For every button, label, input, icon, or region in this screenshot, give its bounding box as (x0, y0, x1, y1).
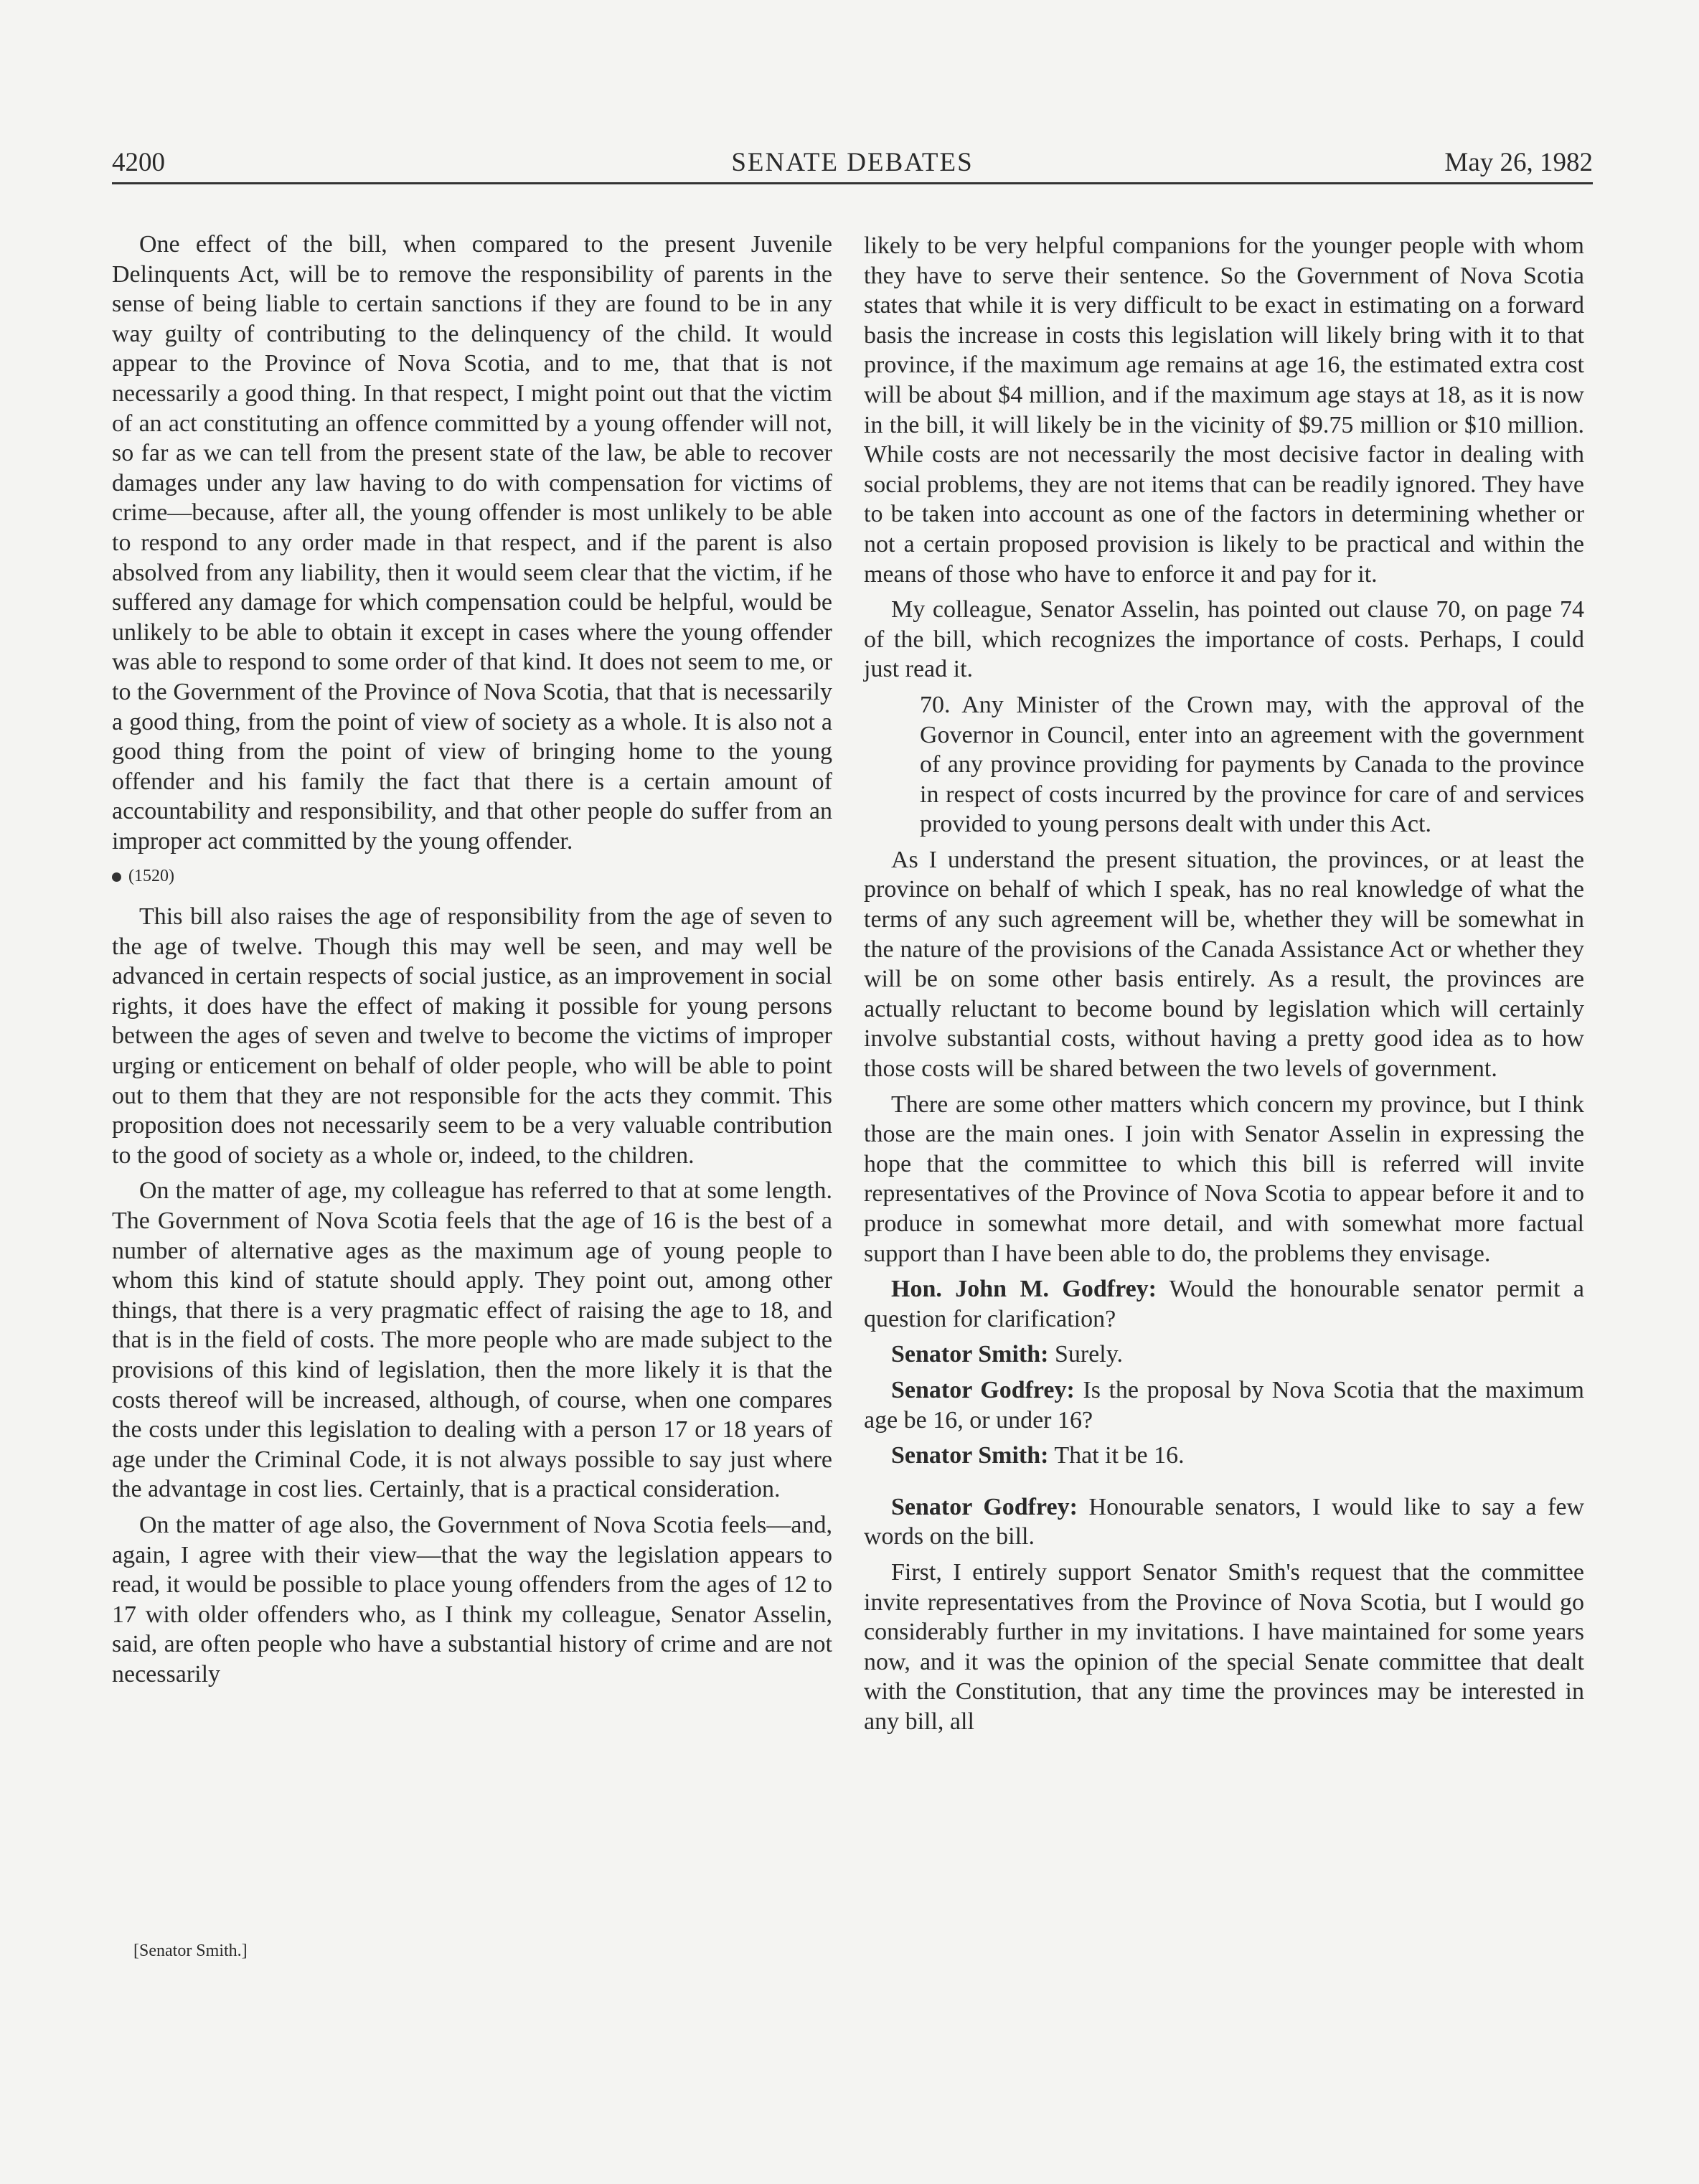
quoted-clause: 70. Any Minister of the Crown may, with the approval of the Governor in Council, enter into an agreement with the government of any province providing for payments by Canada to the province in respect of costs incurred by the province for care of and services provided to young persons dealt with under this Act. (920, 691, 1584, 838)
publication-date: May 26, 1982 (1444, 148, 1593, 177)
left-column (112, 230, 832, 1695)
speaker-name: Senator Godfrey: (891, 1376, 1075, 1403)
time-marker (112, 862, 832, 892)
paragraph: My colleague, Senator Asselin, has pointed out clause 70, on page 74 of the bill, which recognizes the importance of costs. Perhaps, I could just read it. (864, 596, 1584, 683)
speaker-name: Senator Godfrey: (891, 1493, 1078, 1520)
paragraph: On the matter of age, my colleague has referred to that at some length. The Government of Nova Scotia feels that the age of 16 is the best of a number of alternative ages as the maximum age of young people to whom this kind of statute should apply. They point out, among other things, that there is a very pragmatic effect of raising the age to 18, and that is in the field of costs. The more people who are made subject to the provisions of this kind of legislation, then the more likely it is that the costs thereof will be increased, although, of course, when one compares the costs under this legislation to dealing with a person 17 or 18 years of age under the Criminal Code, it is not always possible to say just where the advantage in cost lies. Certainly, that is a practical consideration. (112, 1177, 832, 1503)
speaker-name: Senator Smith: (891, 1341, 1049, 1368)
page-number: 4200 (112, 148, 165, 177)
speaker-name: Hon. John M. Godfrey: (891, 1276, 1157, 1303)
paragraph: One effect of the bill, when compared to the present Juvenile Delinquents Act, will be to remove the responsibility of parents in the sense of being liable to certain sanctions if they are found to be in any way guilty of contributing to the delinquency of the child. It would appear to the Province of Nova Scotia, and to me, that that is not necessarily a good thing. In that respect, I might point out that the victim of an act constituting an offence committed by a young offender will not, so far as we can tell from the present state of the law, be able to recover damages under any law having to do with compensation for victims of crime—because, after all, the young offender is most unlikely to be able to respond to any order made in that respect, and if the parent is also absolved from any liability, then it would seem clear that the victim, if he suffered any damage for which compensation could be helpful, would be unlikely to be able to obtain it except in cases where the young offender was able to respond to some order of that kind. It does not seem to me, or to the Government of the Province of Nova Scotia, that that is necessarily a good thing, from the point of view of society as a whole. It is also not a good thing from the point of view of bringing home to the young offender and his family the fact that there is a certain amount of accountability and responsibility, and that other people do suffer from an improper act committed by the young offender. (112, 231, 832, 855)
right-column (864, 231, 1584, 1743)
speech (864, 1340, 1584, 1370)
paragraph: This bill also raises the age of responsibility from the age of seven to the age of twelve. Though this may well be seen, and may well be advanced in certain respects of social justice, as an improvement in social rights, it does have the effect of making it possible for young persons between the ages of seven and twelve to become the victims of improper urging or enticement on behalf of older people, who will be able to point out to them that they are not responsible for the acts they commit. This proposition does not necessarily seem to be a very valuable contribution to the good of society as a whole or, indeed, to the children. (112, 903, 832, 1169)
publication-title: SENATE DEBATES (731, 148, 974, 177)
time-marker-label: (1520) (128, 867, 174, 886)
speech-text: Would the honourable senator permit a question for clarification? (864, 1276, 1584, 1332)
bullet-icon (112, 872, 121, 882)
paragraph: First, I entirely support Senator Smith's request that the committee invite representatives from the Province of Nova Scotia, but I would go considerably further in my invitations. I have maintained for some years now, and it was the opinion of the special Senate committee that dealt with the Constitution, that any time the provinces may be interested in any bill, all (864, 1558, 1584, 1735)
speaker-name: Senator Smith: (891, 1442, 1049, 1469)
speech-text: Is the proposal by Nova Scotia that the maximum age be 16, or under 16? (864, 1376, 1584, 1434)
speech (864, 1375, 1584, 1435)
footer-speaker-note: [Senator Smith.] (133, 1941, 248, 1960)
paragraph: As I understand the present situation, the provinces, or at least the province on behalf of which I speak, has no real knowledge of what the terms of any such agreement will be, whether they will be somewhat in the nature of the provisions of the Canada Assistance Act or whether they will be on some other basis entirely. As a result, the provinces are actually reluctant to become bound by legislation which will certainly involve substantial costs, without having a pretty good idea as to how those costs will be shared between the two levels of government. (864, 846, 1584, 1083)
paragraph: likely to be very helpful companions for the younger people with whom they have to serve their sentence. So the Government of Nova Scotia states that while it is very difficult to be exact in estimating on a forward basis the increase in costs this legislation will likely bring with it to that province, if the maximum age remains at age 16, the estimated extra cost will be about $4 million, and if the maximum age stays at 18, as it is now in the bill, it will likely be in the vicinity of $9.75 million or $10 million. While costs are not necessarily the most decisive factor in dealing with social problems, they are not items that can be readily ignored. They have to be taken into account as one of the factors in determining whether or not a certain proposed provision is likely to be practical and within the means of those who have to enforce it and pay for it. (864, 232, 1584, 588)
page-header (112, 146, 1593, 184)
speech-text: Surely. (1048, 1341, 1124, 1368)
paragraph: On the matter of age also, the Government of Nova Scotia feels—and, again, I agree with their view—that the way the legislation appears to read, it would be possible to place young offenders from the ages of 12 to 17 with older offenders who, as I think my colleague, Senator Asselin, said, are often people who have a substantial history of crime and are not necessarily (112, 1511, 832, 1688)
paragraph: There are some other matters which concern my province, but I think those are the main ones. I join with Senator Asselin in expressing the hope that the committee to which this bill is referred will invite representatives of the Province of Nova Scotia to appear before it and to produce in somewhat more detail, and with somewhat more factual support than I have been able to do, the problems they envisage. (864, 1091, 1584, 1267)
speech-text: That it be 16. (1048, 1442, 1185, 1469)
speech (864, 1492, 1584, 1552)
speech (864, 1274, 1584, 1334)
speech (864, 1441, 1584, 1471)
speech-text: Honourable senators, I would like to say a few words on the bill. (864, 1493, 1584, 1550)
